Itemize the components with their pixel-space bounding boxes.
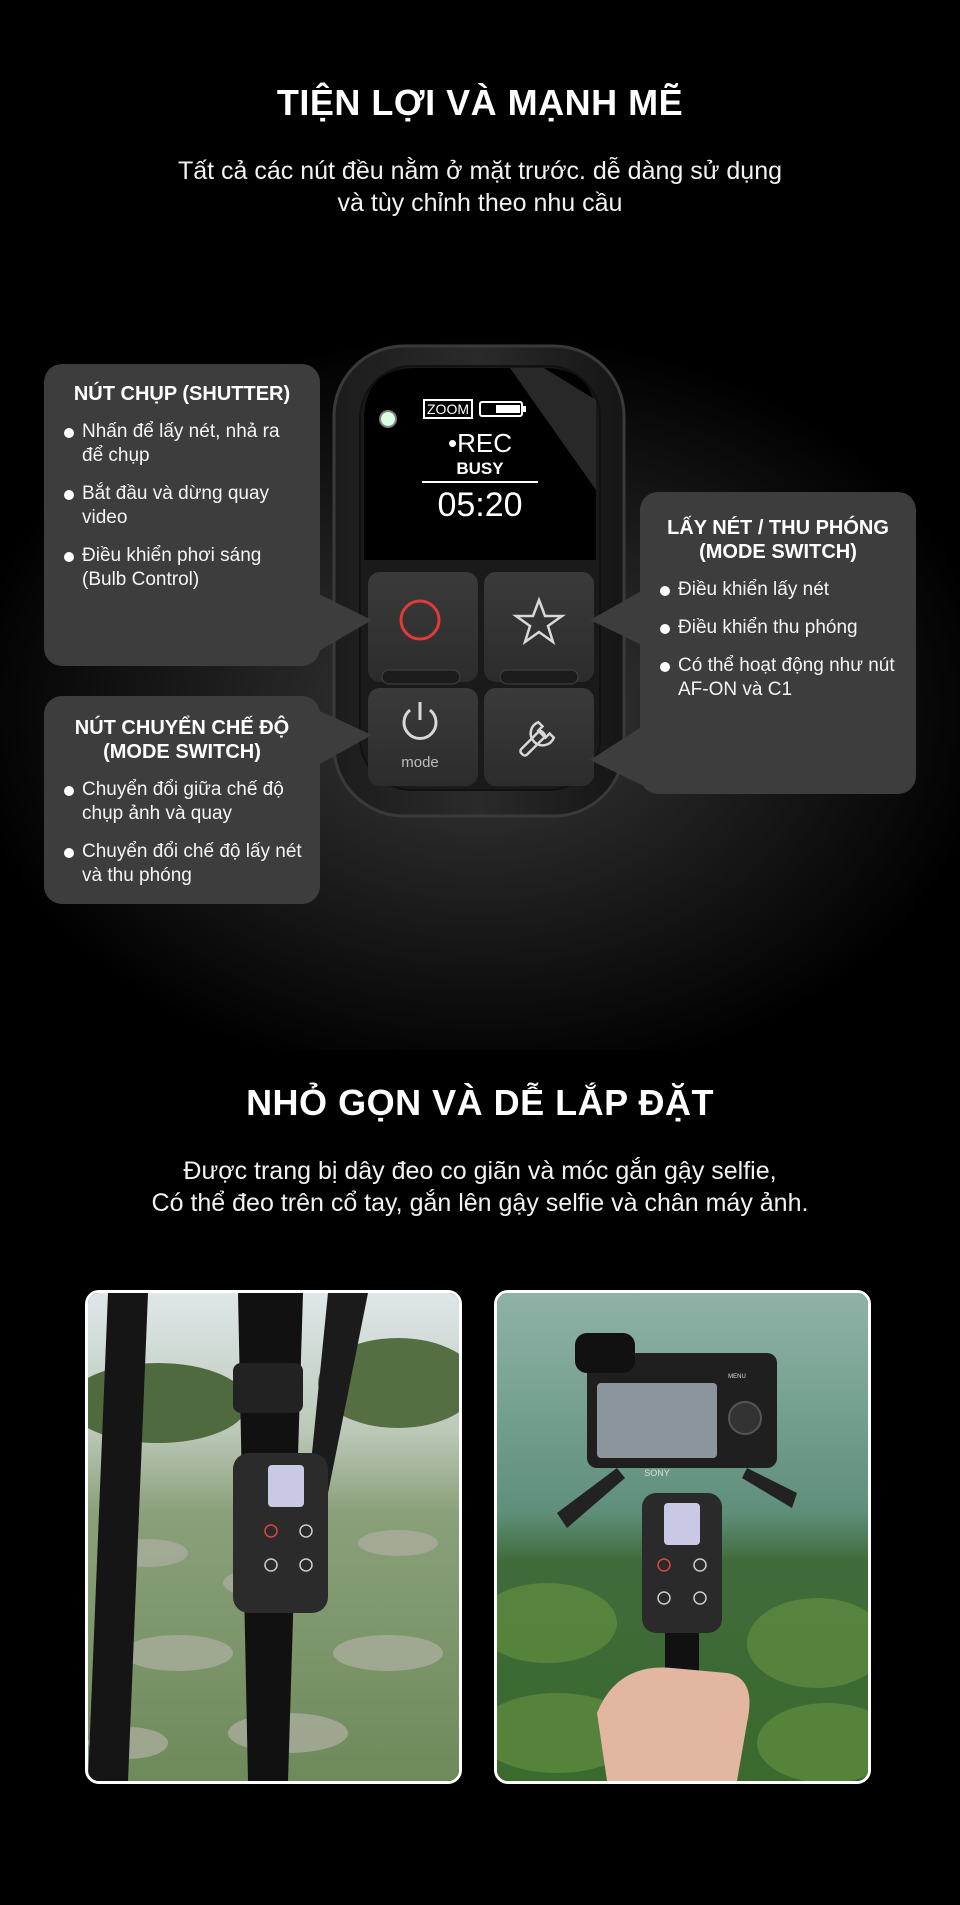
list-item: Bắt đầu và dừng quay video [60, 482, 304, 530]
list-item: Có thể hoạt động như nút AF-ON và C1 [656, 654, 900, 702]
screen-zoom-label: ZOOM [427, 401, 469, 417]
screen-timer: 05:20 [437, 486, 523, 524]
card-shutter [44, 364, 320, 666]
subtitle-line-2: và tùy chỉnh theo nhu cầu [337, 189, 623, 217]
list-item: Chuyển đổi chế độ lấy nét và thu phóng [60, 840, 304, 888]
photo-selfie-stick [494, 1290, 871, 1784]
camera-menu-label: MENU [728, 1374, 746, 1380]
list-item: Điều khiển lấy nét [656, 578, 900, 602]
card-shutter-title: NÚT CHỤP (SHUTTER) [73, 383, 291, 405]
section-subtitle-compact [0, 1155, 960, 1219]
card-mode-title [60, 716, 304, 764]
list-item: Điều khiển phơi sáng (Bulb Control) [60, 544, 304, 592]
list-item: Chuyển đổi giữa chế độ chụp ảnh và quay [60, 778, 304, 826]
photo-tripod-mount [85, 1290, 462, 1784]
card-focus-title-line1: LẤY NÉT / THU PHÓNG [667, 517, 889, 539]
section-title-compact: NHỎ GỌN VÀ DỄ LẮP ĐẶT [246, 1082, 714, 1123]
screen-rec-label: •REC [448, 428, 512, 458]
list-item: Nhấn để lấy nét, nhả ra để chụp [60, 420, 304, 468]
camera-brand-label: SONY [644, 1468, 670, 1478]
section-title-convenient: TIỆN LỢI VÀ MẠNH MẼ [276, 82, 684, 123]
list-item: Điều khiển thu phóng [656, 616, 900, 640]
card-focus-title [656, 516, 900, 564]
subtitle-line-1: Được trang bị dây đeo co giãn và móc gắn gậy selfie, [183, 1157, 777, 1185]
card-mode-title-line2: (MODE SWITCH) [103, 741, 261, 763]
card-mode [44, 696, 320, 904]
mode-label: mode [401, 754, 439, 771]
card-mode-title-line1: NÚT CHUYỂN CHẾ ĐỘ [74, 717, 290, 739]
subtitle-line-2: Có thể đeo trên cổ tay, gắn lên gậy selfie và chân máy ảnh. [151, 1189, 809, 1217]
screen-busy-label: BUSY [456, 459, 504, 478]
card-focus-title-line2: (MODE SWITCH) [699, 541, 857, 563]
card-focus-zoom [640, 492, 916, 794]
subtitle-line-1: Tất cả các nút đều nằm ở mặt trước. dễ dàng sử dụng [177, 157, 783, 185]
